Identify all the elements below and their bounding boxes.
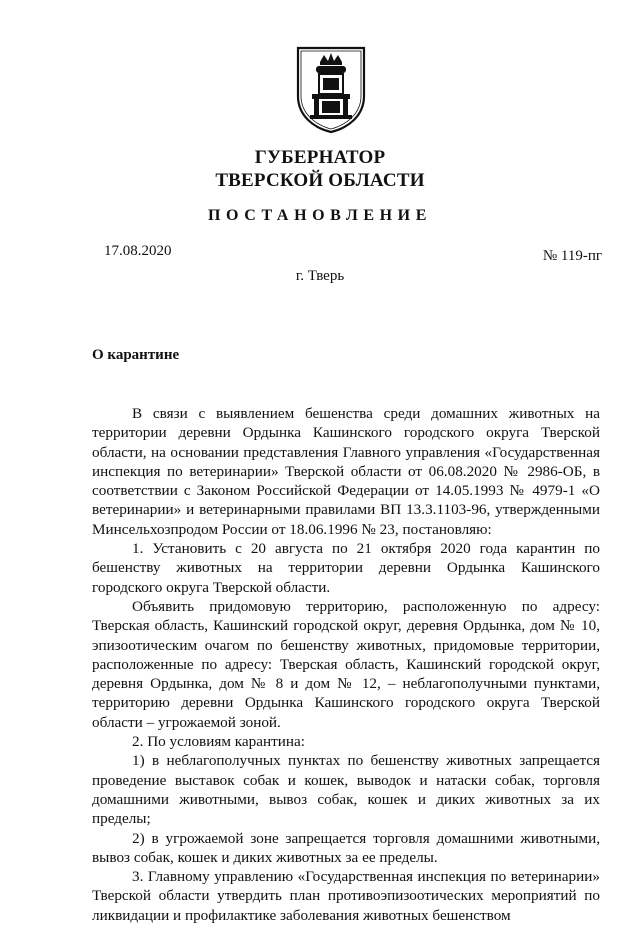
document-number: № 119-пг <box>542 248 602 264</box>
issuer-title-line1: ГУБЕРНАТОР <box>254 147 386 168</box>
document-date: 17.08.2020 <box>104 243 172 259</box>
document-type: ПОСТАНОВЛЕНИЕ <box>208 207 432 224</box>
document-subject: О карантине <box>92 347 180 363</box>
paragraph-declare-zones: Объявить придомовую территорию, расположенную по адресу: Тверская область, Кашинский городской округ, деревня Ордынка, дом № 10, эпизоотическим очагом по бешенству животных, придомовые территории, расположенные по адресу: Тверская область, Кашинский городской округ, деревня Ордынка, дом № 8 и дом № 12, – неблагополучными пунктами, территорию деревни Ордынка Кашинского городского округа Тверской области – угрожаемой зоной. <box>92 597 600 731</box>
paragraph-item-3: 3. Главному управлению «Государственная инспекция по ветеринарии» Тверской области утвердить план противоэпизоотических мероприятий по ликвидации и профилактике заболевания животных бешенством <box>92 868 600 924</box>
coat-of-arms-emblem <box>294 44 368 134</box>
paragraph-item-1: 1. Установить с 20 августа по 21 октября 2020 года карантин по бешенству животных на территории деревни Ордынка Кашинского городского округа Тверской области. <box>92 540 600 596</box>
paragraph-subitem-2-2: 2) в угрожаемой зоне запрещается торговля домашними животными, вывоз собак, кошек и диких животных за ее пределы. <box>92 829 600 866</box>
document-city: г. Тверь <box>295 268 345 284</box>
paragraph-subitem-2-1: 1) в неблагополучных пунктах по бешенству животных запрещается проведение выставок собак и кошек, выводок и натаски собак, торговля домашними животными, вывоз собак, кошек и диких животных за их пределы; <box>92 752 600 828</box>
paragraph-item-2: 2. По условиям карантина: <box>132 733 305 751</box>
issuer-title-line2: ТВЕРСКОЙ ОБЛАСТИ <box>215 170 425 191</box>
paragraph-preamble: В связи с выявлением бешенства среди домашних животных на территории деревни Ордынка Кашинского городского округа Тверской области, на основании представления Главного управления «Государственная инспекция по ветеринарии» Тверской области от 06.08.2020 № 2986-ОБ, в соответствии с Законом Российской Федерации от 14.05.1993 № 4979-1 «О ветеринарии» и ветеринарными правилами ВП 13.3.1103-96, утвержденными Минсельхозпродом России от 18.06.1996 № 23, постановляю: <box>92 405 600 538</box>
document-body <box>92 404 600 925</box>
